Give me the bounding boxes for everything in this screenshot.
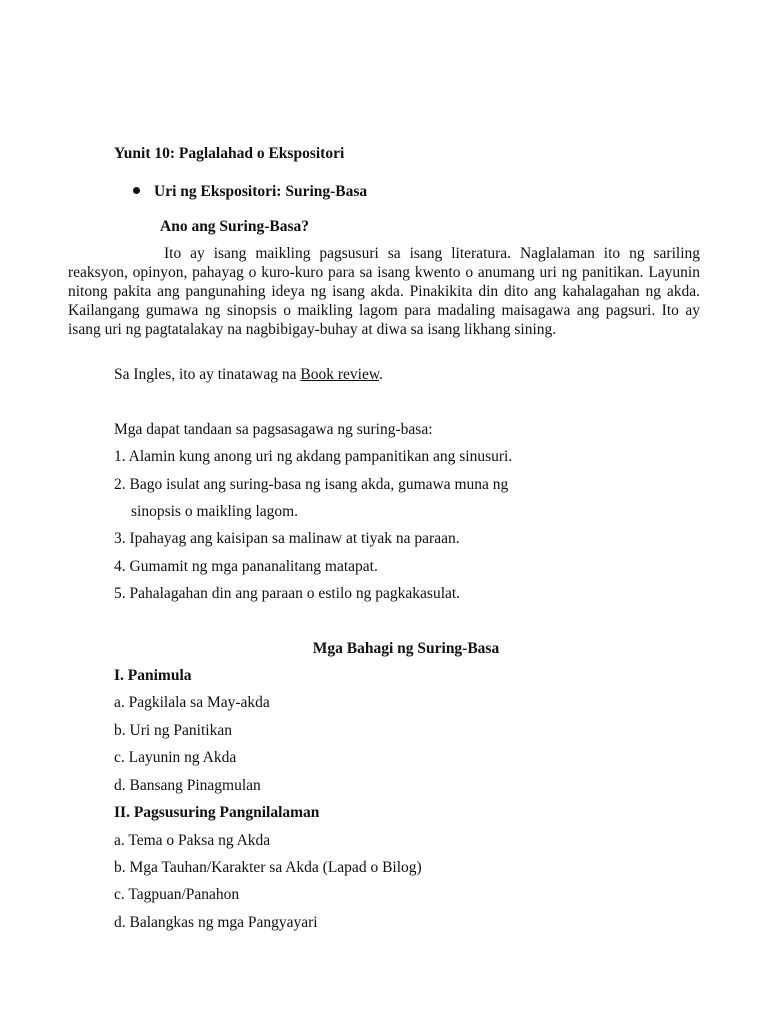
section-item: a. Tema o Paksa ng Akda bbox=[114, 832, 271, 849]
unit-title: Yunit 10: Paglalahad o Ekspositori bbox=[114, 145, 345, 162]
definition-paragraph: Ito ay isang maikling pagsusuri sa isang literatura. Naglalaman ito ng sariling reaksyon, opinyon, pahayag o kuro-kuro para sa isang kwento o anumang uri ng panitikan. Layunin nitong pakita ang pangunahing ideya ng isang akda. Pinakikita din dito ang kahalagahan ng akda. Kailangang gumawa ng sinopsis o maikling lagom para madaling maisagawa ang pagsuri. Ito ay isang uri ng pagtatalakay na nagbibigay-buhay at diwa sa isang likhang sining. bbox=[68, 245, 700, 338]
question-heading: Ano ang Suring-Basa? bbox=[160, 218, 310, 235]
section-item: c. Tagpuan/Panahon bbox=[114, 886, 240, 903]
section-item: b. Mga Tauhan/Karakter sa Akda (Lapad o Bilog) bbox=[114, 859, 422, 876]
list-item: 3. Ipahayag ang kaisipan sa malinaw at tiyak na paraan. bbox=[114, 530, 460, 547]
section-heading-pagsusuri: II. Pagsusuring Pangnilalaman bbox=[114, 804, 320, 821]
section-item: a. Pagkilala sa May-akda bbox=[114, 694, 270, 711]
section-item: d. Balangkas ng mga Pangyayari bbox=[114, 914, 318, 931]
bahagi-heading: Mga Bahagi ng Suring-Basa bbox=[312, 640, 500, 657]
section-item: d. Bansang Pinagmulan bbox=[114, 777, 261, 794]
bullet-item bbox=[133, 183, 367, 201]
list-item: 4. Gumamit ng mga pananalitang matapat. bbox=[114, 558, 378, 575]
list-item: 2. Bago isulat ang suring-basa ng isang akda, gumawa muna ng bbox=[114, 476, 509, 493]
section-heading-panimula: I. Panimula bbox=[114, 667, 192, 684]
ingles-line bbox=[114, 366, 383, 384]
dapat-heading: Mga dapat tandaan sa pagsasagawa ng suring-basa: bbox=[114, 421, 433, 438]
ingles-suffix: . bbox=[379, 366, 383, 383]
bullet-text: Uri ng Ekspositori: Suring-Basa bbox=[154, 183, 368, 200]
bullet-dot-icon bbox=[133, 187, 140, 194]
list-item: 5. Pahalagahan din ang paraan o estilo ng pagkakasulat. bbox=[114, 585, 461, 602]
section-item: b. Uri ng Panitikan bbox=[114, 722, 232, 739]
ingles-prefix: Sa Ingles, ito ay tinatawag na bbox=[114, 366, 301, 383]
section-item: c. Layunin ng Akda bbox=[114, 749, 237, 766]
list-item: 1. Alamin kung anong uri ng akdang pampanitikan ang sinusuri. bbox=[114, 448, 513, 465]
list-item-continuation: sinopsis o maikling lagom. bbox=[131, 503, 299, 520]
book-review-term: Book review bbox=[300, 366, 380, 383]
